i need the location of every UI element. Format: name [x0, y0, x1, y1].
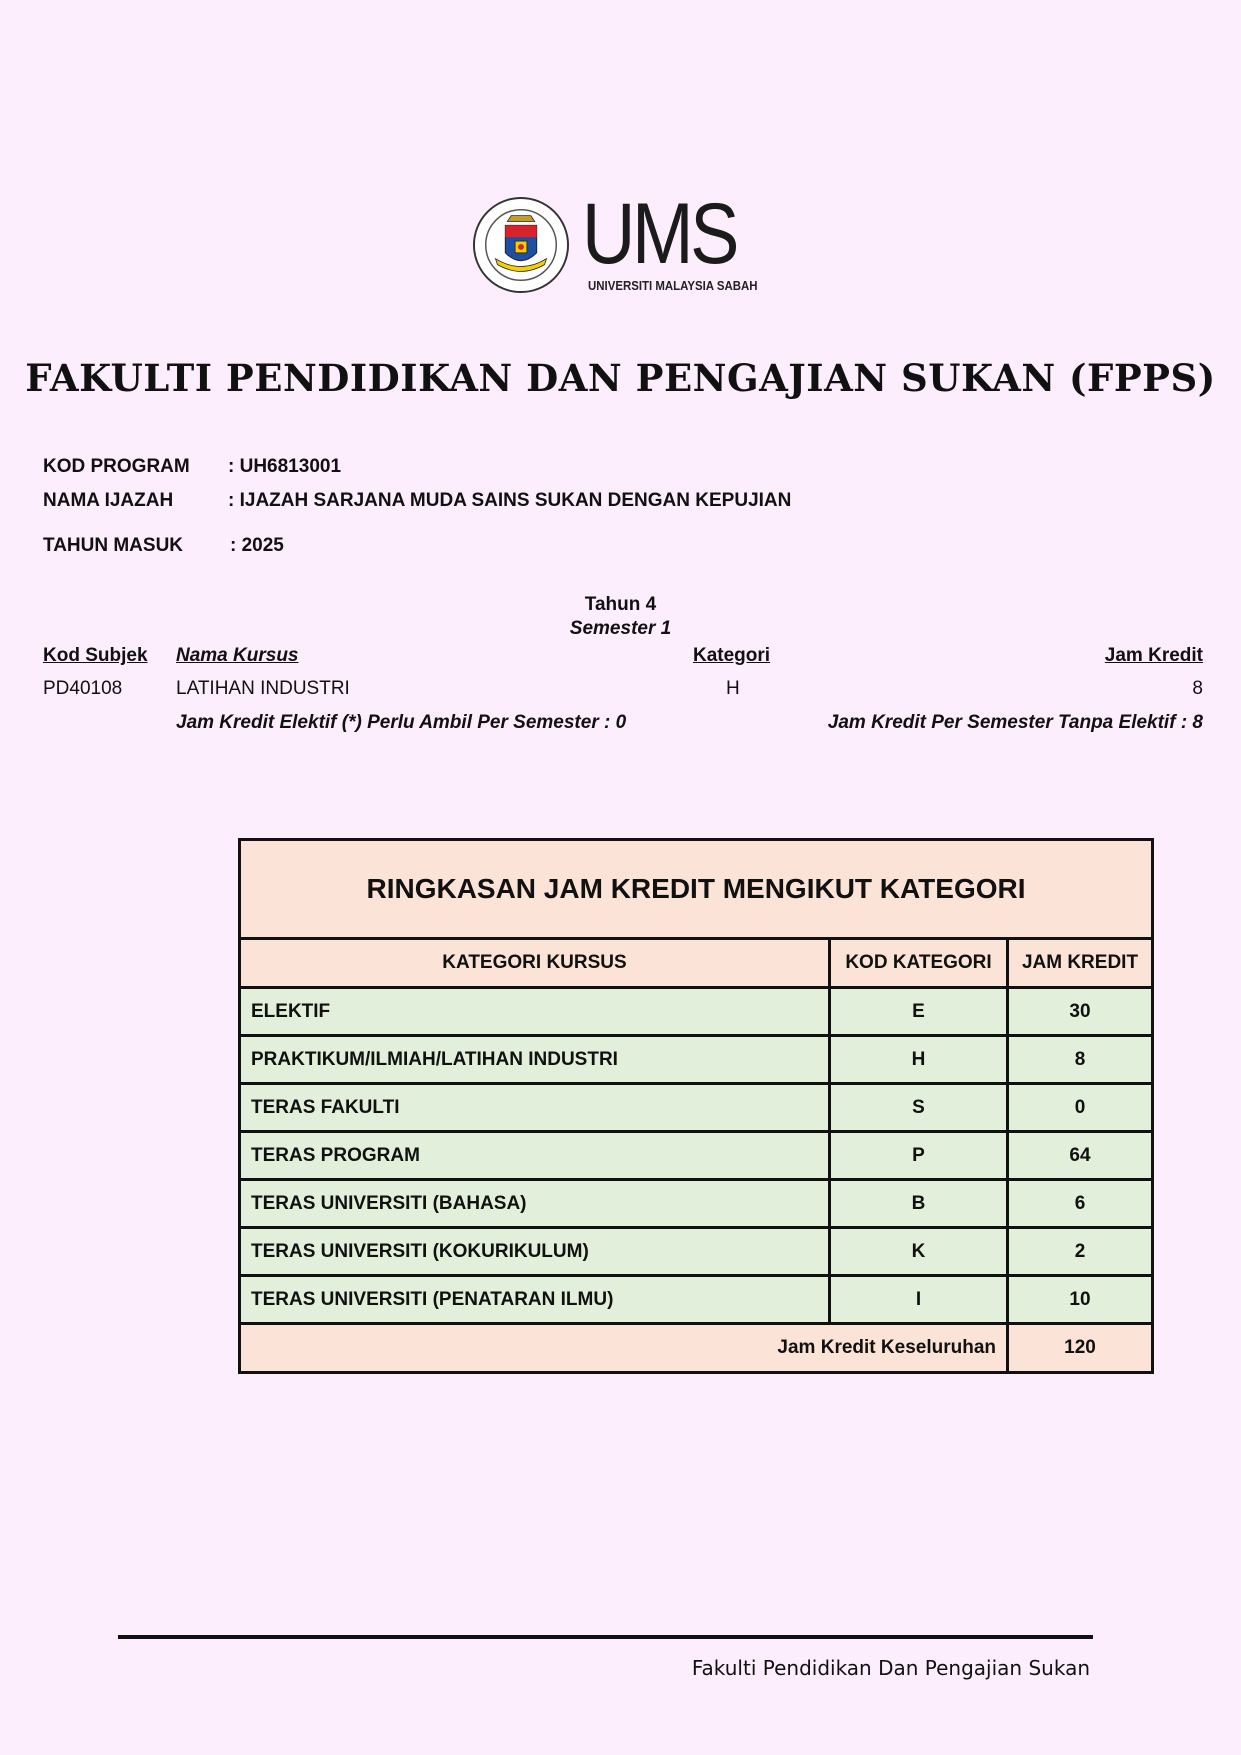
col-header-kategori: Kategori — [693, 645, 771, 666]
intake-year-value: : 2025 — [230, 535, 284, 556]
row-kod: K — [830, 1228, 1008, 1276]
program-code-value: : UH6813001 — [228, 456, 342, 477]
intake-year-label: TAHUN MASUK — [43, 535, 184, 556]
row-jam: 2 — [1008, 1228, 1153, 1276]
row-kategori: TERAS UNIVERSITI (PENATARAN ILMU) — [240, 1276, 830, 1324]
ums-wordmark: UMS — [582, 186, 737, 282]
table-row — [240, 1228, 1153, 1276]
row-kategori: TERAS FAKULTI — [240, 1084, 830, 1132]
row-jam: 6 — [1008, 1180, 1153, 1228]
row-kategori: TERAS UNIVERSITI (KOKURIKULUM) — [240, 1228, 830, 1276]
course-kategori: H — [726, 678, 740, 699]
degree-name-label: NAMA IJAZAH — [43, 490, 174, 511]
row-jam: 64 — [1008, 1132, 1153, 1180]
ums-subtitle: UNIVERSITI MALAYSIA SABAH — [588, 278, 758, 293]
university-seal-icon — [472, 196, 570, 294]
faculty-title: FAKULTI PENDIDIKAN DAN PENGAJIAN SUKAN (FPPS) — [25, 356, 1216, 400]
footer-text: Fakulti Pendidikan Dan Pengajian Sukan — [691, 1656, 1090, 1680]
col-header-kod: Kod Subjek — [43, 645, 148, 666]
row-kod: P — [830, 1132, 1008, 1180]
total-label: Jam Kredit Keseluruhan — [240, 1324, 1008, 1373]
row-kategori: PRAKTIKUM/ILMIAH/LATIHAN INDUSTRI — [240, 1036, 830, 1084]
year-heading: Tahun 4 — [584, 594, 657, 615]
total-value: 120 — [1008, 1324, 1153, 1373]
note-elektif: Jam Kredit Elektif (*) Perlu Ambil Per Semester : 0 — [176, 712, 627, 733]
row-kategori: ELEKTIF — [240, 988, 830, 1036]
row-kod: I — [830, 1276, 1008, 1324]
summary-title: RINGKASAN JAM KREDIT MENGIKUT KATEGORI — [240, 840, 1153, 939]
total-row — [240, 1324, 1153, 1373]
col-header-nama: Nama Kursus — [176, 645, 299, 666]
degree-name-row — [43, 490, 791, 512]
row-kod: S — [830, 1084, 1008, 1132]
note-tanpa-elektif: Jam Kredit Per Semester Tanpa Elektif : 8 — [827, 712, 1203, 733]
intake-year-row — [43, 535, 284, 557]
row-kategori: TERAS PROGRAM — [240, 1132, 830, 1180]
summary-header-jam: JAM KREDIT — [1008, 939, 1153, 988]
program-code-row — [43, 456, 341, 478]
table-row — [240, 1132, 1153, 1180]
footer-divider — [118, 1635, 1093, 1639]
row-kod: E — [830, 988, 1008, 1036]
row-kategori: TERAS UNIVERSITI (BAHASA) — [240, 1180, 830, 1228]
table-row — [240, 1036, 1153, 1084]
row-kod: H — [830, 1036, 1008, 1084]
row-jam: 30 — [1008, 988, 1153, 1036]
semester-heading: Semester 1 — [569, 618, 672, 639]
table-row — [240, 988, 1153, 1036]
ums-logo — [472, 186, 782, 296]
summary-table — [238, 838, 1154, 1374]
row-jam: 8 — [1008, 1036, 1153, 1084]
table-row — [240, 1180, 1153, 1228]
table-row — [240, 1084, 1153, 1132]
row-jam: 0 — [1008, 1084, 1153, 1132]
course-jam: 8 — [1192, 678, 1203, 699]
degree-name-value: : IJAZAH SARJANA MUDA SAINS SUKAN DENGAN KEPUJIAN — [228, 490, 792, 511]
col-header-jam: Jam Kredit — [1104, 645, 1203, 666]
table-row — [240, 1276, 1153, 1324]
course-nama: LATIHAN INDUSTRI — [176, 678, 350, 699]
row-jam: 10 — [1008, 1276, 1153, 1324]
row-kod: B — [830, 1180, 1008, 1228]
course-kod: PD40108 — [43, 678, 123, 699]
summary-header-kod: KOD KATEGORI — [830, 939, 1008, 988]
summary-header-kategori: KATEGORI KURSUS — [240, 939, 830, 988]
program-code-label: KOD PROGRAM — [43, 456, 190, 477]
